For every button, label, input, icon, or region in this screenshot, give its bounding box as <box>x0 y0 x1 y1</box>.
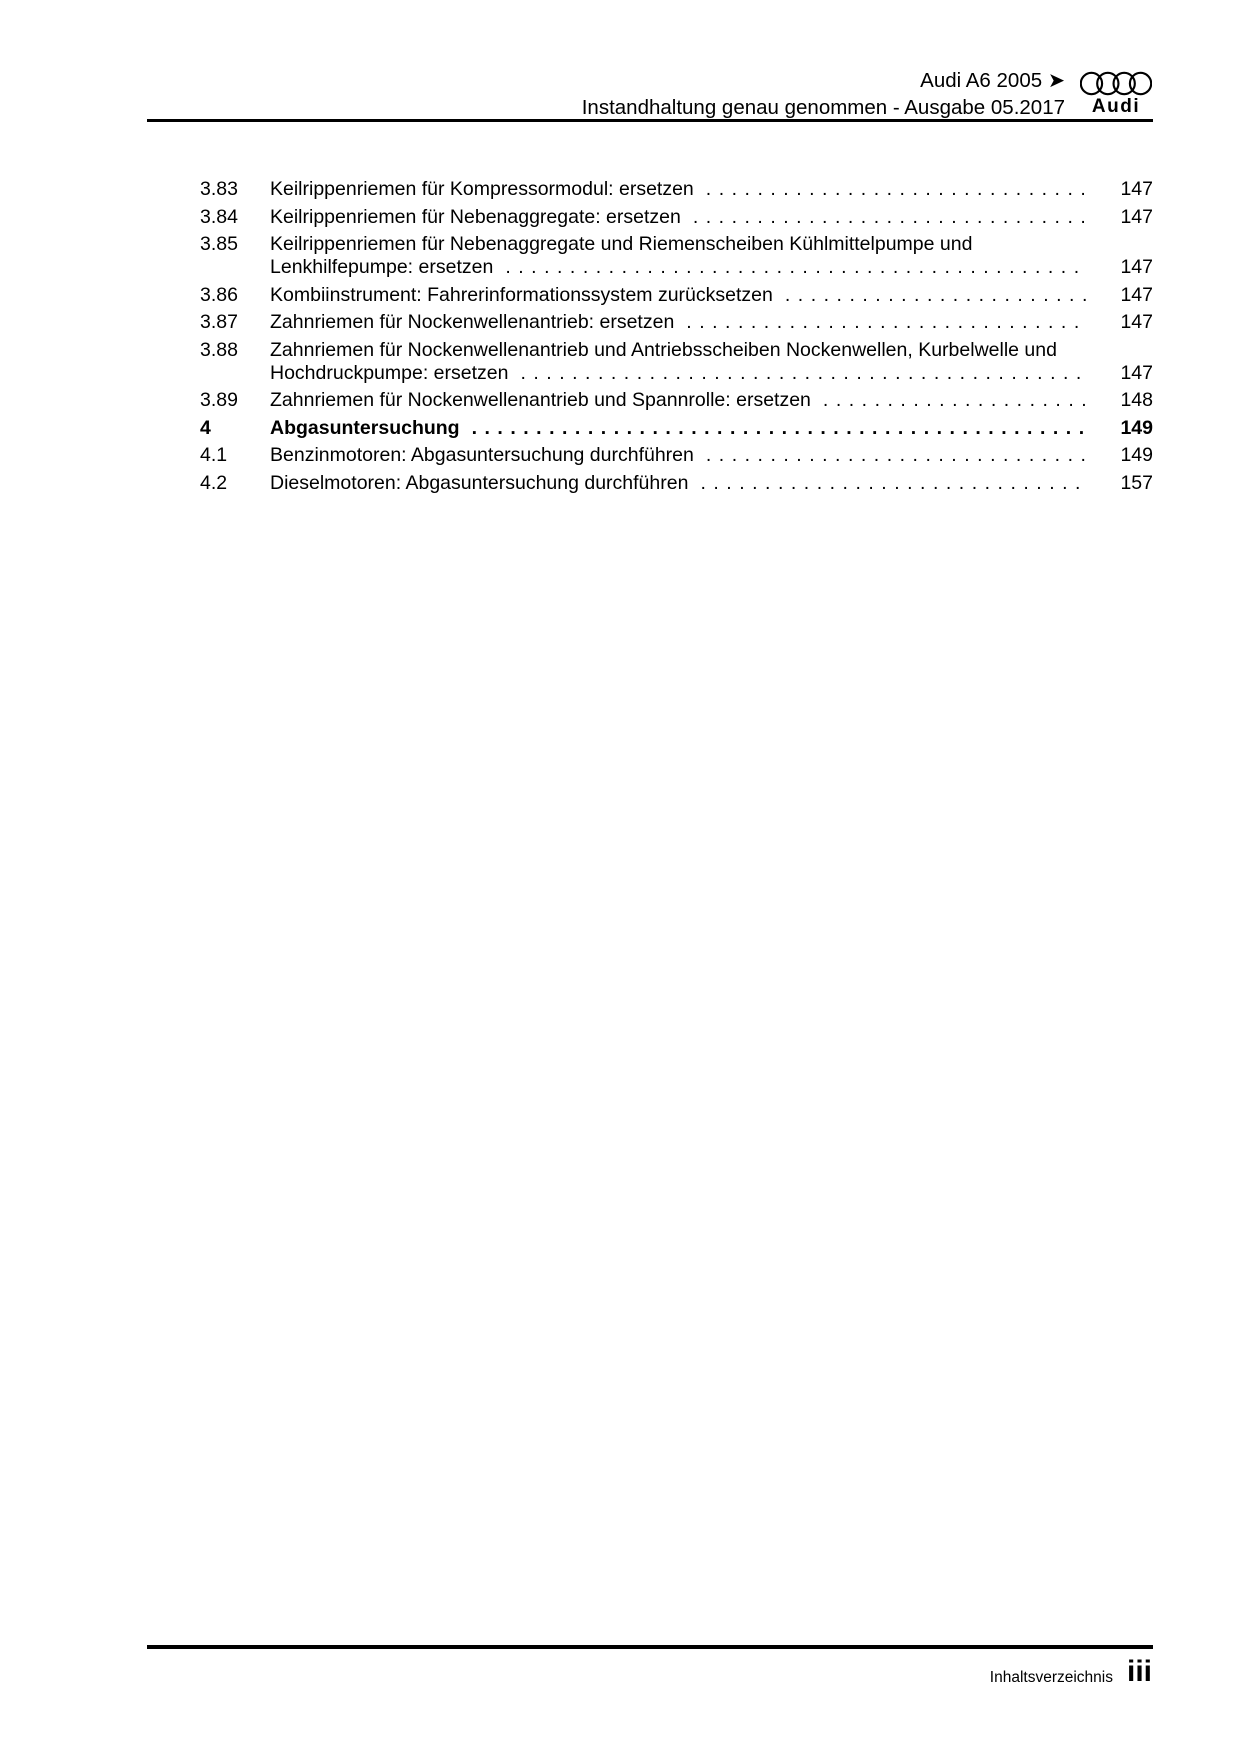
toc-entry-page: 147 <box>1120 256 1153 278</box>
audi-logo <box>1078 71 1154 118</box>
dot-leader <box>520 362 1087 385</box>
toc-entry-page: 147 <box>1120 205 1153 228</box>
toc-entry-section <box>147 417 1153 440</box>
toc-entry-title: Lenkhilfepumpe: ersetzen <box>270 256 494 278</box>
toc-entry-title: Abgasuntersuchung <box>270 416 460 439</box>
dot-leader <box>693 206 1087 229</box>
toc-entry <box>147 284 1153 307</box>
toc-entry <box>147 339 1153 385</box>
toc-entry-number: 4 <box>200 416 211 439</box>
toc-entry-number: 3.85 <box>200 233 238 255</box>
dot-leader <box>505 256 1087 279</box>
toc-entry <box>147 311 1153 334</box>
toc-entry-title: Keilrippenriemen für Nebenaggregate und Riemenscheiben Kühlmittelpumpe und <box>270 233 973 255</box>
audi-rings-icon <box>1078 71 1154 96</box>
toc-entry-title: Benzinmotoren: Abgasuntersuchung durchführen <box>270 444 694 466</box>
toc-entry <box>147 389 1153 412</box>
footer-rule <box>147 1645 1153 1649</box>
toc-entry-number: 3.83 <box>200 178 238 200</box>
toc-entry-page: 147 <box>1120 283 1153 306</box>
toc-entry-page: 149 <box>1120 444 1153 466</box>
toc-entry-title: Zahnriemen für Nockenwellenantrieb und Antriebsscheiben Nockenwellen, Kurbelwelle und <box>270 338 1057 361</box>
toc-entry-title: Zahnriemen für Nockenwellenantrieb und Spannrolle: ersetzen <box>270 389 811 411</box>
toc-entry <box>147 178 1153 201</box>
toc-entry-number: 4.2 <box>200 471 228 494</box>
toc-entry-number: 3.87 <box>200 311 238 333</box>
toc-entry <box>147 472 1153 495</box>
toc-entry-title: Keilrippenriemen für Nebenaggregate: ersetzen <box>270 205 681 228</box>
dot-leader <box>700 472 1087 495</box>
toc-entry-title: Keilrippenriemen für Kompressormodul: ersetzen <box>270 178 694 200</box>
dot-leader <box>706 178 1087 201</box>
dot-leader <box>686 311 1087 334</box>
header-edition-line: Instandhaltung genau genommen - Ausgabe 05.2017 <box>581 96 1065 119</box>
header-text-block <box>582 67 1065 121</box>
audi-wordmark: Audi <box>1091 96 1141 117</box>
toc-entry-page: 157 <box>1120 471 1153 494</box>
toc-entry <box>147 444 1153 467</box>
toc-entry-page: 147 <box>1120 361 1153 384</box>
toc-entry <box>147 233 1153 279</box>
header-rule <box>147 119 1153 122</box>
toc-entry-page: 149 <box>1120 416 1153 439</box>
dot-leader <box>472 417 1087 440</box>
toc-entry-number: 4.1 <box>200 444 228 466</box>
dot-leader <box>785 284 1087 307</box>
footer-section-label: Inhaltsverzeichnis <box>989 1669 1113 1686</box>
toc-entry-continuation <box>147 256 1153 279</box>
toc-entry-title: Zahnriemen für Nockenwellenantrieb: ersetzen <box>270 311 675 333</box>
header-model-line: Audi A6 2005 ➤ <box>920 69 1065 92</box>
toc-entry-number: 3.84 <box>200 205 238 228</box>
toc-entry-title: Kombiinstrument: Fahrerinformationssystem zurücksetzen <box>270 283 773 306</box>
dot-leader <box>823 389 1087 412</box>
table-of-contents <box>147 178 1153 499</box>
toc-entry-continuation <box>147 362 1153 385</box>
toc-entry <box>147 206 1153 229</box>
toc-entry-page: 148 <box>1120 389 1153 411</box>
toc-entry-number: 3.86 <box>200 283 238 306</box>
toc-entry-title: Hochdruckpumpe: ersetzen <box>270 361 509 384</box>
footer-page-number: iii <box>1126 1655 1152 1688</box>
toc-entry-number: 3.89 <box>200 389 238 411</box>
dot-leader <box>706 444 1087 467</box>
toc-entry-title: Dieselmotoren: Abgasuntersuchung durchführen <box>270 471 689 494</box>
toc-entry-number: 3.88 <box>200 338 238 361</box>
toc-entry-page: 147 <box>1120 178 1153 200</box>
toc-entry-page: 147 <box>1120 311 1153 333</box>
